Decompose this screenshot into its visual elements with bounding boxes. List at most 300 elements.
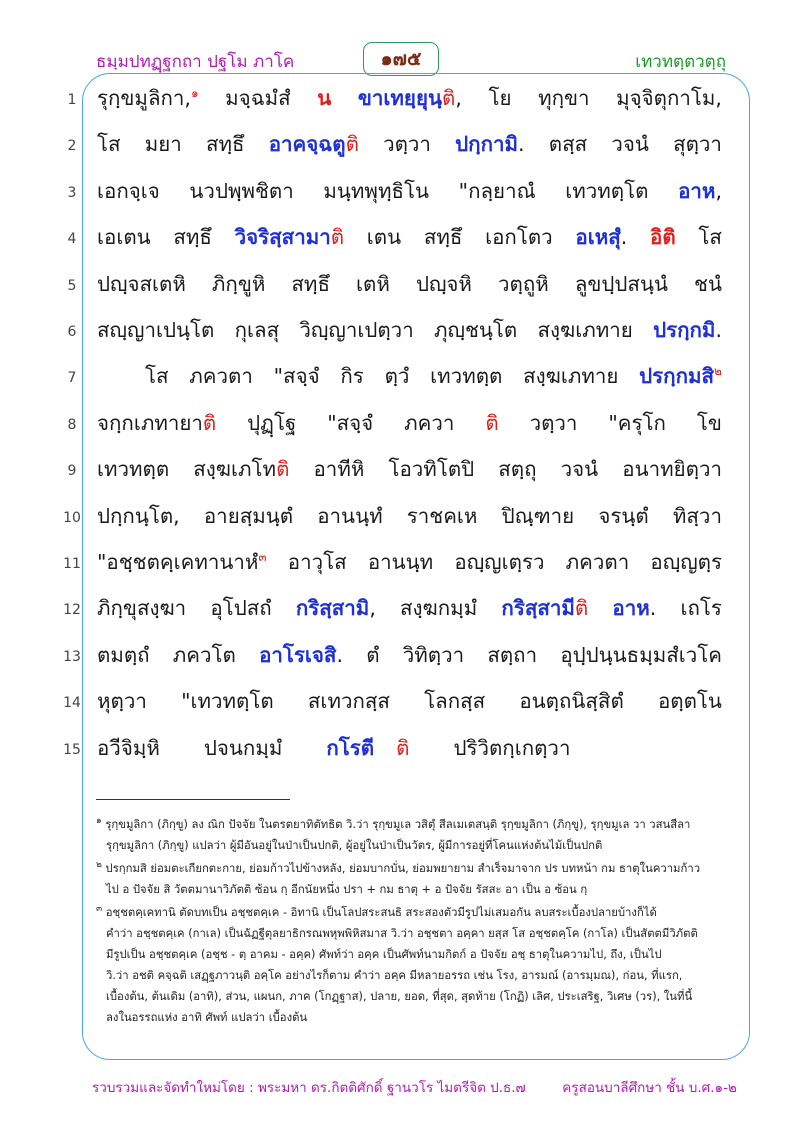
footnote-row xyxy=(96,879,726,900)
footnote-marker: ๑ xyxy=(96,816,102,827)
word xyxy=(314,449,365,489)
line-text xyxy=(97,542,722,582)
word xyxy=(212,264,265,304)
word-part: โลกสฺส xyxy=(424,689,486,714)
word-part: สุตฺวา xyxy=(673,132,722,157)
page-footer xyxy=(92,1076,737,1098)
word xyxy=(538,78,589,118)
word xyxy=(340,356,363,396)
line-number: 8 xyxy=(67,416,77,433)
word xyxy=(560,635,722,675)
word-part: , xyxy=(715,178,722,203)
word-part: ภุญฺชนฺโต xyxy=(433,318,518,342)
word-part: อวีจิมฺหิ xyxy=(97,735,160,760)
footer-teacher: ครูสอนบาลีศึกษา ชั้น บ.ศ.๑-๒ xyxy=(562,1080,737,1096)
line-text xyxy=(97,588,722,628)
word xyxy=(323,171,429,211)
verb-emphasis: ปกฺกามิ xyxy=(455,132,519,157)
word xyxy=(97,171,160,211)
verb-emphasis: กริสฺสามี xyxy=(501,596,575,621)
word xyxy=(498,264,549,304)
word xyxy=(97,449,169,489)
footnote-text: ปรกฺกมสิ ย่อมตะเกียกตะกาย, ย่อมก้าวไปข้างหลัง, ย่อมบากบั่น, ย่อมพยายาม สำเร็จมาจาก ปร บทหน้า กม ธาตุในความก้าว xyxy=(105,862,701,875)
footnote-text: เบื้องต้น, ต้นเดิม (อาทิ), ส่วน, แผนก, ภาค (โกฏฺฐาส), ปลาย, ยอด, ที่สุด, สุดท้าย (โกฏิ) เลิศ, ประเสริฐ, วิเศษ (วร), ในที่นี้ xyxy=(106,990,693,1003)
word xyxy=(658,681,722,721)
word xyxy=(485,217,553,257)
word xyxy=(650,217,676,257)
word-part: เอเตน xyxy=(97,225,151,250)
iti-particle: อิติ xyxy=(650,225,676,250)
footnote-row xyxy=(96,858,726,879)
word xyxy=(519,681,623,721)
verb-emphasis: อาห xyxy=(612,596,650,621)
word xyxy=(326,728,431,768)
word-part: อนาทยิตฺวา xyxy=(622,457,722,482)
word-part: "สจฺจํ xyxy=(327,410,374,435)
footnote-row xyxy=(96,814,726,835)
verb-emphasis: อเหสุํ xyxy=(575,225,621,250)
word xyxy=(616,78,722,118)
word-part: ภควตา xyxy=(565,550,630,574)
line-text xyxy=(97,310,722,350)
word xyxy=(538,310,633,350)
word-part: ตํ xyxy=(366,642,380,667)
word xyxy=(356,264,390,304)
line-text xyxy=(97,171,722,211)
line-text xyxy=(97,728,722,768)
word-part: อตฺตโน xyxy=(657,689,722,714)
page-number-badge: ๑๗๕ xyxy=(363,42,439,76)
line-number: 10 xyxy=(63,509,81,526)
word-part: ภควโต xyxy=(172,642,236,667)
footnote xyxy=(96,814,726,856)
word xyxy=(358,78,462,118)
word-part: รุกฺขมูลิกา, xyxy=(97,86,191,110)
word xyxy=(204,728,304,768)
word xyxy=(97,635,150,675)
word xyxy=(407,496,478,536)
footnote-text: รุกฺขมูลิกา (ภิกฺขู) แปลว่า ผู้มีอันอยู่ในป่าเป็นปกติ, ผู้อยู่ในป่าเป็นวัตร, ผู้มีการอยู่ที่โคนแห่งต้นไม้เป็นปกติ xyxy=(106,839,603,852)
word xyxy=(225,78,291,118)
word-part: "อชฺชตคฺเคทานาหํ xyxy=(97,550,259,574)
word-part: กุเลสุ xyxy=(234,318,280,342)
verb-emphasis: กริสฺสามิ xyxy=(295,596,370,621)
line-text xyxy=(97,681,722,721)
line-number: 15 xyxy=(63,741,81,758)
word xyxy=(288,542,347,582)
word xyxy=(97,728,182,768)
line-text xyxy=(97,635,722,675)
word xyxy=(97,78,199,118)
word xyxy=(416,264,472,304)
footnote-row xyxy=(96,944,726,965)
footnote-row xyxy=(96,835,726,856)
word xyxy=(299,310,413,350)
word-part: ภควตา xyxy=(189,364,253,389)
word-part: . xyxy=(649,596,657,621)
line-text xyxy=(97,124,722,164)
footnote-text: ไป อ ปัจจัย สิ วัตตมานาวิภัตติ ซ้อน กฺ อีกนัยหนึ่ง ปรา + กม ธาตุ + อ ปัจจัย รัสสะ อา เป็น อ ซ้อน กฺ xyxy=(106,883,588,896)
line-text xyxy=(97,356,722,396)
word-part: เอกจฺเจ xyxy=(97,178,160,203)
word xyxy=(259,635,343,675)
footnote-marker: ๒ xyxy=(96,860,102,871)
word-part: ตสฺส xyxy=(548,132,588,157)
word xyxy=(366,635,379,675)
word-part: เตหิ xyxy=(356,271,390,296)
footnote-text: รุกฺขมูลิกา (ภิกฺขู) ลง ณิก ปัจจัย ในตรตยาทิตัทธิต วิ.ว่า รุกฺขมูเล วสิตุํ สีลเมเตสนฺติ รุกฺขมูลิกา (ภิกฺขู), รุกฺขมูเล วา วสนสีลา xyxy=(105,818,691,831)
word-part: วตฺถูหิ xyxy=(498,271,549,296)
word xyxy=(173,217,212,257)
word xyxy=(385,356,410,396)
word xyxy=(327,403,373,443)
word-part: มนฺทพุทฺธิโน xyxy=(323,178,429,203)
footnote-row xyxy=(96,902,726,923)
text-line xyxy=(67,264,722,304)
word xyxy=(383,124,431,164)
footnote xyxy=(96,858,726,900)
word xyxy=(97,264,186,304)
word xyxy=(97,310,214,350)
word-part: เถโร xyxy=(680,596,722,621)
word xyxy=(181,681,274,721)
story-title: เทวทตฺตวตฺถุ xyxy=(635,52,726,72)
word-part: สเทวกสฺส xyxy=(307,689,390,714)
word-part: สทฺธึ xyxy=(205,132,245,157)
verb-emphasis: อาห xyxy=(678,178,716,203)
word xyxy=(561,449,599,489)
word xyxy=(206,124,245,164)
word-part: อนตฺถนิสฺสิตํ xyxy=(519,689,624,714)
book-title: ธมฺมปทฏฺฐกถา ปฐโม ภาโค xyxy=(96,52,295,72)
word-part: ทุกฺขา xyxy=(538,86,590,110)
footnote-row xyxy=(96,1007,726,1028)
word xyxy=(145,124,182,164)
word-part: สงฺฆเภทาย xyxy=(523,364,619,389)
word xyxy=(455,124,524,164)
footnote xyxy=(96,902,726,1028)
word xyxy=(193,449,289,489)
text-line xyxy=(63,681,722,721)
word xyxy=(575,264,668,304)
word xyxy=(97,403,216,443)
word xyxy=(97,124,121,164)
word xyxy=(430,356,502,396)
word-part: ปริวิตกฺเกตฺวา xyxy=(453,735,571,760)
word xyxy=(434,310,517,350)
word xyxy=(453,728,592,768)
line-number: 5 xyxy=(67,277,77,294)
word xyxy=(698,217,722,257)
text-line xyxy=(67,217,722,257)
text-line xyxy=(67,78,722,118)
word xyxy=(247,403,296,443)
word xyxy=(368,542,433,582)
word-part: เทวทตฺโต xyxy=(565,178,649,203)
word-part: ภิกฺขุสงฺฆา xyxy=(97,596,187,621)
footer-compiler: รวบรวมและจัดทำใหม่โดย : พระมหา ดร.กิตติศักดิ์ ฐานวโร ไมตรีจิต ป.ธ.๗ xyxy=(92,1080,526,1096)
word xyxy=(566,542,630,582)
footnote-text: อชฺชตคฺเคทานิ ตัดบทเป็น อชฺชตคฺเค - อิทานิ เป็นโลปสระสนธิ สระสองตัวมีรูปไม่เสมอกัน ลบสระเบื้องปลายบ้างก็ได้ xyxy=(105,906,657,919)
line-number: 12 xyxy=(63,602,81,619)
footnote-row xyxy=(96,965,726,986)
word-part: สตฺถุ xyxy=(498,457,537,482)
text-line xyxy=(63,635,722,675)
word xyxy=(388,449,474,489)
line-number: 1 xyxy=(67,92,77,108)
word-part: มยา xyxy=(144,132,182,157)
word-part: มุจฺจิตุกาโม, xyxy=(616,86,722,110)
iti-particle: ติ xyxy=(276,457,290,482)
word-part: จกฺกเภทายา xyxy=(97,410,203,435)
iti-particle: ติ xyxy=(574,596,589,621)
word-part: สญฺญาเปนฺโต xyxy=(97,318,215,342)
verb-emphasis: กโรตี xyxy=(326,735,375,760)
word-part: "ครุโก xyxy=(608,410,666,435)
word xyxy=(673,124,722,164)
word-part: นวปพฺพชิตา xyxy=(189,178,294,203)
line-text xyxy=(97,217,722,257)
iti-particle: ติ xyxy=(345,132,359,157)
word-part: หุตฺวา xyxy=(97,689,147,714)
footnote-ref: ๑ xyxy=(190,86,199,101)
word-part: ภิกฺขูหิ xyxy=(211,271,266,296)
word-part: , xyxy=(369,596,376,621)
word xyxy=(678,171,722,211)
text-line xyxy=(67,124,722,164)
word-part: ปุฏฺโฐ xyxy=(247,410,297,435)
iti-particle: น xyxy=(317,86,332,110)
word-part: สทฺธึ xyxy=(423,225,463,250)
line-text xyxy=(97,403,722,443)
text-line xyxy=(63,542,722,582)
verb-emphasis: ปรกฺกมสิ xyxy=(639,364,715,389)
word xyxy=(424,681,485,721)
word xyxy=(530,403,578,443)
word xyxy=(97,681,147,721)
word xyxy=(523,356,618,396)
word-part: สงฺฆกมฺมํ xyxy=(400,596,478,621)
word-part: วิทิตฺวา xyxy=(402,642,465,667)
word xyxy=(622,449,722,489)
verb-emphasis: ขาเทยฺยุนฺ xyxy=(357,86,442,110)
word-part: โส xyxy=(97,132,121,157)
word xyxy=(97,542,267,582)
word-part: ปกฺกนฺโต, xyxy=(97,503,180,528)
word-part: . xyxy=(620,225,628,250)
text-line xyxy=(67,403,722,443)
word xyxy=(608,403,666,443)
word-part: ทิสฺวา xyxy=(672,503,722,528)
word xyxy=(145,356,169,396)
footnote-text: ลงในอรรถแห่ง อาทิ ศัพท์ แปลว่า เบื้องต้น xyxy=(106,1011,308,1024)
word-part: สงฺฆเภโท xyxy=(193,457,277,482)
word xyxy=(549,124,587,164)
footnote-text: วิ.ว่า อชติ คจฺฉติ เสฏฺฐภาวนฺติ อคฺโค อย่างไรก็ตาม คำว่า อคฺค มีหลายอรรถ เช่น โรง, อารมณ์ (อารมฺมณ), ก่อน, ที่แรก, xyxy=(106,969,683,982)
word xyxy=(611,124,649,164)
word-part: ปญฺจสเตหิ xyxy=(97,271,186,296)
word-part: จรนฺตํ xyxy=(598,503,649,528)
word xyxy=(400,588,477,628)
word-part: ตฺวํ xyxy=(384,364,410,389)
footnote-divider xyxy=(96,799,290,800)
word xyxy=(204,496,293,536)
iti-particle: ติ xyxy=(330,225,345,250)
line-text xyxy=(97,78,722,118)
word-part: สตฺถา xyxy=(487,642,538,667)
line-text xyxy=(97,496,722,536)
word xyxy=(189,356,253,396)
word xyxy=(317,496,382,536)
word xyxy=(424,217,463,257)
word-part: เตน xyxy=(366,225,402,250)
text-line xyxy=(63,496,722,536)
word-part: สงฺฆเภทาย xyxy=(537,318,633,342)
word xyxy=(502,496,575,536)
word-part: มจฺฉมํสํ xyxy=(225,86,291,110)
iti-particle: ติ xyxy=(485,410,499,435)
word xyxy=(235,217,344,257)
word xyxy=(697,403,722,443)
word-part: "เทวทตฺโต xyxy=(181,689,274,714)
text-line xyxy=(67,449,722,489)
footnote-text: คำว่า อชฺชตคฺเค (กาเล) เป็นฉัฏฐีตุลยาธิกรณพหุพพิหิสมาส วิ.ว่า อชฺชตา อคฺคา ยสฺส โส อชฺชตคฺโค (กาโล) เป็นสัตตมีวิภัตติ xyxy=(106,927,698,940)
word-part: "สจฺจํ xyxy=(273,364,320,389)
word-part: ภควา xyxy=(404,410,455,435)
word xyxy=(367,217,401,257)
word-part: เทวทตฺต xyxy=(430,364,503,389)
text-line xyxy=(63,588,722,628)
word-part: โย xyxy=(488,86,512,110)
word-part: เทวทตฺต xyxy=(97,457,170,482)
word-part: โข xyxy=(696,410,722,435)
word-part: โส xyxy=(145,364,169,389)
word xyxy=(173,635,236,675)
word-part: ตมตฺถํ xyxy=(97,642,150,667)
line-number: 11 xyxy=(63,556,81,572)
word-part: อุปฺปนฺนธมฺมสํเวโค xyxy=(560,642,722,667)
word-part: อญฺญเตฺรว xyxy=(454,550,545,574)
line-number: 7 xyxy=(67,370,77,387)
word xyxy=(459,171,536,211)
word-part: วิญฺญาเปตฺวา xyxy=(299,318,414,342)
verb-emphasis: อาโรเจสิ xyxy=(259,642,337,667)
word xyxy=(454,542,544,582)
text-line xyxy=(67,310,722,350)
word xyxy=(274,356,320,396)
word-part: สทฺธึ xyxy=(173,225,212,250)
word-part: วตฺวา xyxy=(383,132,431,157)
word-part: โส xyxy=(698,225,722,250)
word xyxy=(404,403,454,443)
footnote-row xyxy=(96,986,726,1007)
word-part: . xyxy=(518,132,525,157)
word xyxy=(403,635,464,675)
footnote-marker: ๓ xyxy=(96,904,103,915)
line-text xyxy=(97,449,722,489)
line-number: 3 xyxy=(67,184,77,201)
word xyxy=(653,310,722,350)
word xyxy=(189,171,293,211)
word-part: สทฺธึ xyxy=(291,271,330,296)
word-part: ปญฺจหิ xyxy=(415,271,472,296)
verb-emphasis: อาคจฺฉตู xyxy=(268,132,346,157)
word-part: วจนํ xyxy=(611,132,649,157)
word-part: โอวทิโตปิ xyxy=(388,457,475,482)
verb-emphasis: วิจริสฺสามา xyxy=(234,225,331,250)
word-part: , xyxy=(455,86,462,110)
word xyxy=(235,310,280,350)
word xyxy=(575,217,627,257)
word-part: ปจนกมฺมํ xyxy=(203,735,283,760)
word xyxy=(498,449,536,489)
iti-particle: ติ xyxy=(202,410,217,435)
word xyxy=(296,588,376,628)
text-line xyxy=(63,728,722,768)
word xyxy=(639,356,722,396)
footnote-ref: ๓ xyxy=(258,550,267,565)
word-part: . xyxy=(715,318,722,342)
word-part: อายสฺมนฺตํ xyxy=(203,503,294,528)
iti-particle: ติ xyxy=(441,86,456,110)
word xyxy=(673,496,722,536)
word-part: อุโปสถํ xyxy=(210,596,272,621)
word xyxy=(487,635,537,675)
word-part: เอกโตว xyxy=(485,225,553,250)
word-part: วจนํ xyxy=(560,457,599,482)
word-part: . xyxy=(336,642,343,667)
word xyxy=(210,588,271,628)
word xyxy=(612,588,656,628)
iti-particle: ติ xyxy=(396,735,410,760)
line-number: 4 xyxy=(67,231,77,248)
line-number: 2 xyxy=(67,138,77,155)
line-number: 13 xyxy=(63,648,81,665)
word xyxy=(485,403,498,443)
word xyxy=(291,264,330,304)
word-part: อาทีหิ xyxy=(313,457,365,482)
word xyxy=(317,78,331,118)
footnote-ref: ๒ xyxy=(714,364,722,379)
word xyxy=(598,496,648,536)
word xyxy=(308,681,390,721)
word-part: อญฺญตฺร xyxy=(650,550,722,574)
verb-emphasis: ปรกฺกมิ xyxy=(653,318,716,342)
word xyxy=(269,124,359,164)
word-part: "กลฺยาณํ xyxy=(458,178,536,203)
word-part: ราชคเห xyxy=(406,503,478,528)
word-part: ปิณฺฑาย xyxy=(501,503,575,528)
word xyxy=(97,217,151,257)
word xyxy=(488,78,511,118)
footnote-row xyxy=(96,923,726,944)
word-part: อานนฺท xyxy=(367,550,434,574)
word-part: ลูขปฺปสนฺนํ xyxy=(574,271,668,296)
word xyxy=(97,588,186,628)
word xyxy=(694,264,722,304)
word xyxy=(501,588,588,628)
word-part: อาวุโส xyxy=(287,550,347,574)
word-part: วตฺวา xyxy=(529,410,578,435)
word xyxy=(97,496,180,536)
line-number: 14 xyxy=(63,695,81,712)
word-part: กิร xyxy=(340,364,364,389)
word xyxy=(565,171,648,211)
word-part: ชนํ xyxy=(694,271,722,296)
line-text xyxy=(97,264,722,304)
text-line xyxy=(67,356,722,396)
text-line xyxy=(67,171,722,211)
